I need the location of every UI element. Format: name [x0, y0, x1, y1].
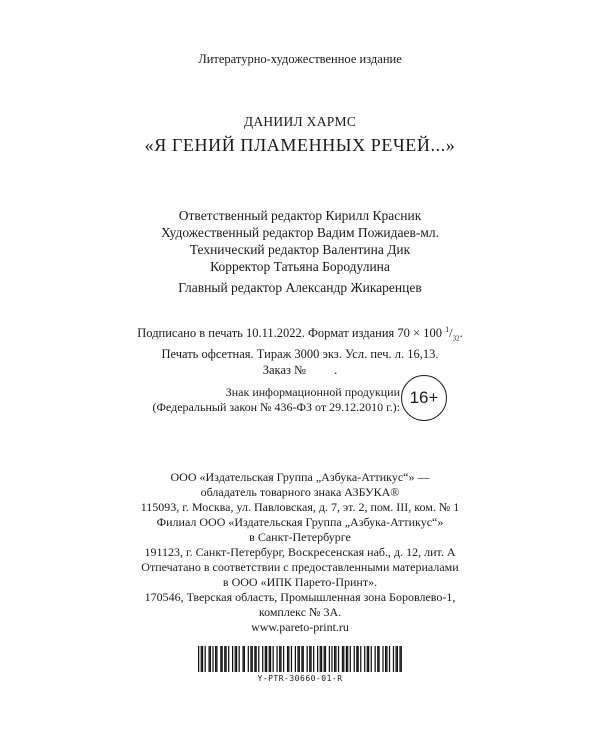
print-line-1: [0, 322, 600, 347]
barcode-bar: [346, 646, 347, 672]
barcode-bar: [375, 646, 376, 672]
barcode-bar: [347, 646, 348, 672]
fraction-separator: /: [449, 326, 453, 341]
book-title: «Я ГЕНИЙ ПЛАМЕННЫХ РЕЧЕЙ...»: [144, 135, 456, 155]
info-mark-text: [100, 385, 400, 415]
barcode-bar: [224, 646, 225, 672]
barcode-bar: [280, 646, 281, 672]
barcode-bar: [389, 646, 390, 672]
barcode-bar: [354, 646, 355, 672]
publisher-line: Отпечатано в соответствии с предоставленными материалами: [141, 560, 459, 574]
chief-editor: Главный редактор Александр Жикаренцев: [178, 280, 422, 295]
barcode-bar: [291, 646, 292, 672]
barcode-bar: [198, 646, 199, 672]
barcode-bar: [342, 646, 343, 672]
barcode-bar: [208, 646, 209, 672]
publisher-info: [0, 470, 600, 635]
info-mark-block: [0, 372, 600, 432]
barcode-bar: [266, 646, 267, 672]
barcode-bar: [250, 646, 251, 672]
barcode-bar: [242, 646, 243, 672]
publisher-website: www.pareto-print.ru: [251, 620, 349, 634]
barcode-bar: [239, 646, 240, 672]
barcode-bar: [395, 646, 396, 672]
barcode-bar: [313, 646, 314, 672]
barcode-bar: [378, 646, 379, 672]
genre-line: Литературно-художественное издание: [198, 52, 402, 66]
barcode-bar: [283, 646, 284, 672]
barcode-bar: [288, 646, 289, 672]
staff-line: Художественный редактор Вадим Пожидаев-мл.: [160, 225, 440, 240]
barcode-bar: [368, 646, 369, 672]
barcode-bar: [295, 646, 296, 672]
barcode-bar: [248, 646, 249, 672]
barcode-bar: [385, 646, 386, 672]
barcode-bar: [360, 646, 361, 672]
barcode-bar: [356, 646, 357, 672]
barcode-block: [198, 646, 402, 683]
barcode-bar: [303, 646, 304, 672]
barcode-bar: [279, 646, 280, 672]
barcode-bar: [350, 646, 351, 672]
barcode-bar: [269, 646, 270, 672]
publisher-line: в ООО «ИПК Парето-Принт».: [222, 575, 378, 589]
print-line-1-end: .: [459, 326, 463, 341]
barcode-bar: [205, 646, 206, 672]
print-format-text: Подписано в печать 10.11.2022. Формат издания 70 × 100: [137, 326, 446, 341]
barcode-bar: [210, 646, 211, 672]
barcode-bar: [299, 646, 300, 672]
barcode-image: [198, 646, 402, 672]
barcode-bar: [252, 646, 253, 672]
staff-line: Технический редактор Валентина Дик: [189, 242, 411, 257]
barcode-bar: [256, 646, 257, 672]
barcode-bar: [273, 646, 274, 672]
barcode-bar: [343, 646, 344, 672]
print-info: [0, 322, 600, 378]
barcode-bar: [265, 646, 266, 672]
publisher-line: Филиал ООО «Издательская Группа „Азбука-Аттикус“»: [156, 515, 444, 529]
publisher-line: 170546, Тверская область, Промышленная зона Боровлево-1,: [144, 590, 456, 604]
barcode-bar: [377, 646, 378, 672]
barcode-bar: [236, 646, 237, 672]
barcode-bar: [399, 646, 400, 672]
print-line-3: Заказ № .: [262, 362, 338, 377]
staff-line: Ответственный редактор Кирилл Красник: [178, 208, 422, 223]
barcode-bar: [321, 646, 322, 672]
barcode-bar: [212, 646, 213, 672]
barcode-bar: [401, 646, 402, 672]
publisher-line: в Санкт-Петербурге: [249, 530, 351, 544]
barcode-bar: [258, 646, 259, 672]
barcode-bar: [262, 646, 263, 672]
staff-list: [0, 207, 600, 275]
publisher-line: ООО «Издательская Группа „Азбука-Аттикус“» —: [170, 470, 430, 484]
barcode-bar: [225, 646, 226, 672]
barcode-bar: [270, 646, 271, 672]
publisher-line: обладатель товарного знака АЗБУКА®: [200, 485, 400, 499]
staff-line: Корректор Татьяна Бородулина: [210, 259, 390, 274]
barcode-bar: [201, 646, 202, 672]
barcode-bar: [325, 646, 326, 672]
barcode-bar: [228, 646, 229, 672]
fraction-denominator: 32: [452, 334, 460, 343]
age-rating-badge: 16+: [401, 375, 447, 421]
barcode-bar: [276, 646, 277, 672]
barcode-bar: [371, 646, 372, 672]
print-line-2: Печать офсетная. Тираж 3000 экз. Усл. печ. л. 16,13.: [161, 347, 439, 362]
barcode-bar: [232, 646, 233, 672]
barcode-bar: [202, 646, 203, 672]
barcode-bar: [216, 646, 217, 672]
barcode-bar: [297, 646, 298, 672]
barcode-bar: [324, 646, 325, 672]
author-name: ДАНИИЛ ХАРМС: [243, 114, 357, 129]
barcode-bar: [220, 646, 221, 672]
barcode-bar: [310, 646, 311, 672]
info-mark-line-1: Знак информационной продукции: [225, 385, 400, 399]
barcode-bar: [364, 646, 365, 672]
barcode-bar: [254, 646, 255, 672]
barcode-bar: [393, 646, 394, 672]
barcode-bar: [309, 646, 310, 672]
barcode-bar: [320, 646, 321, 672]
barcode-bar: [307, 646, 308, 672]
barcode-bar: [367, 646, 368, 672]
barcode-bar: [215, 646, 216, 672]
barcode-bar: [397, 646, 398, 672]
barcode-bar: [335, 646, 336, 672]
barcode-bar: [301, 646, 302, 672]
publisher-line: 115093, г. Москва, ул. Павловская, д. 7, эт. 2, пом. III, ком. № 1: [140, 500, 460, 514]
barcode-bar: [331, 646, 332, 672]
barcode-bar: [235, 646, 236, 672]
barcode-bar: [329, 646, 330, 672]
barcode-bar: [222, 646, 223, 672]
barcode-code: Y-PTR-30660-01-R: [257, 674, 343, 683]
barcode-bar: [382, 646, 383, 672]
barcode-bar: [287, 646, 288, 672]
info-mark-line-2: (Федеральный закон № 436-ФЗ от 29.12.2010 г.):: [152, 400, 400, 414]
barcode-bar: [338, 646, 339, 672]
barcode-bar: [386, 646, 387, 672]
fraction-numerator: 1: [445, 325, 450, 334]
barcode-bar: [334, 646, 335, 672]
barcode-bar: [358, 646, 359, 672]
publisher-line: 191123, г. Санкт-Петербург, Воскресенская наб., д. 12, лит. А: [144, 545, 456, 559]
barcode-bar: [244, 646, 245, 672]
barcode-bar: [317, 646, 318, 672]
publisher-line: комплекс № 3А.: [258, 605, 342, 619]
